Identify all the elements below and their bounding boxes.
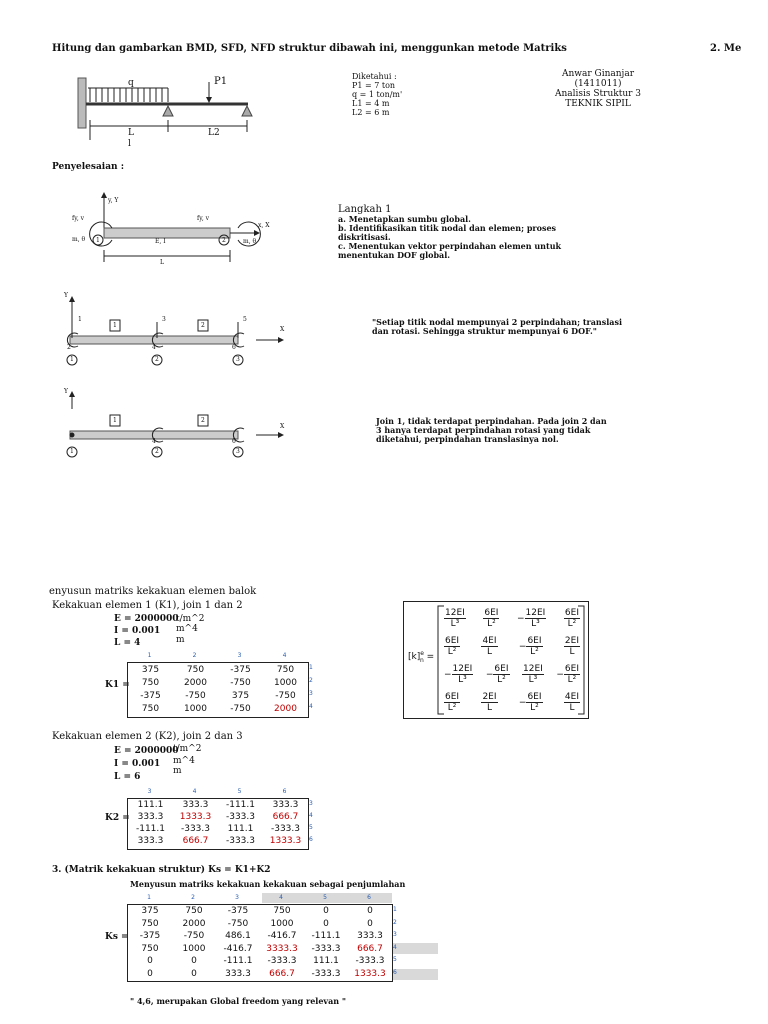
axis-x-label: x, X: [258, 222, 270, 229]
matrix-cell: 333.3: [272, 800, 299, 810]
matrix-cell: 375: [141, 906, 159, 917]
fig2-element-2: 2: [201, 322, 205, 329]
matrix-row: [128, 955, 392, 968]
matrix-row: [128, 823, 308, 835]
matrix-cell: 750: [141, 677, 160, 688]
matrix-row: [128, 799, 308, 811]
matrix-cell: 1000: [274, 677, 297, 688]
matrix-row: [128, 943, 392, 956]
fig2-dof-3: 3: [162, 316, 166, 323]
k1-l: L = 4: [114, 638, 141, 648]
node-1-label: 1: [96, 237, 100, 244]
k1-matrix: [127, 662, 309, 718]
fig2-y: Y: [64, 292, 68, 299]
k2-matrix: [127, 798, 309, 850]
length-label: L: [160, 259, 164, 266]
column-index: 1: [147, 894, 151, 901]
row-index: 1: [309, 664, 313, 671]
matrix-row: [128, 930, 392, 943]
row-index: 4: [309, 703, 313, 710]
k1-l-unit: m: [176, 635, 185, 645]
solution-label: Penyelesaian :: [52, 162, 125, 172]
matrix-cell: -333.3: [225, 812, 255, 822]
column-index: 3: [235, 894, 239, 901]
matrix-cell: -333.3: [180, 824, 210, 834]
matrix-row: [128, 811, 308, 823]
load-q-label: q: [128, 78, 134, 88]
formula-fraction: $\frac{6EI}{\text{L²}}$: [564, 607, 579, 629]
row-index: 1: [393, 906, 397, 913]
langkah-title: Langkah 1: [338, 204, 392, 215]
stiffness-formula-box: [403, 601, 589, 719]
matrix-cell: 750: [185, 906, 203, 917]
fig3-y: Y: [64, 388, 68, 395]
matrix-cell: 666.7: [357, 943, 383, 954]
moment-2-label: m, θ: [243, 238, 257, 245]
matrix-cell: 111.1: [137, 800, 164, 810]
element-figure: [60, 188, 280, 268]
matrix-row: [128, 918, 392, 931]
matrix-cell: -375: [139, 931, 161, 942]
fig2-joint-3: 3: [236, 356, 240, 363]
formula-lhs: $[k]^e_n$ =: [408, 650, 435, 664]
matrix-cell: -750: [185, 690, 206, 701]
matrix-cell: 750: [273, 906, 291, 917]
matrix-cell: 2000: [184, 677, 207, 688]
fig3-element-2: 2: [201, 417, 205, 424]
formula-fraction: $\frac{6EI}{\text{L²}}$: [564, 663, 579, 685]
column-index: 2: [192, 652, 197, 659]
matrix-cell: 2000: [274, 703, 297, 714]
matrix-cell: -750: [230, 703, 251, 714]
matrix-cell: -111.1: [135, 824, 165, 834]
formula-fraction: $\frac{6EI}{\text{L²}}$: [484, 607, 499, 629]
column-index: 4: [279, 894, 283, 901]
matrix-cell: 0: [147, 956, 153, 967]
formula-row: $\frac{6EI}{\text{L²}}$ $\frac{2EI}{L}$ − $\frac{6EI}{\text{L²}}$ $\frac{4EI}{L}$: [445, 691, 579, 713]
fig2-joint-2: 2: [155, 356, 159, 363]
matrix-cell: 1333.3: [354, 968, 386, 979]
column-index: 3: [237, 652, 242, 659]
shade-row-6: [392, 969, 438, 980]
matrix-cell: 111.1: [313, 956, 339, 967]
ei-label: E, I: [155, 238, 166, 245]
row-index: 5: [393, 956, 397, 963]
matrix-cell: 1333.3: [269, 836, 302, 846]
matrix-cell: -375: [140, 690, 161, 701]
formula-fraction: $\frac{6EI}{\text{L²}}$: [527, 691, 542, 713]
fig2-x: X: [280, 326, 285, 333]
fig2-joint-1: 1: [70, 356, 74, 363]
matrix-row: [128, 702, 308, 715]
matrix-cell: -333.3: [355, 956, 385, 967]
section-3-subtitle: Menyusun matriks kekakuan kekakuan sebagai penjumlahan: [130, 879, 406, 889]
fig3-joint-2: 2: [155, 448, 159, 455]
k1-e-unit: t/m^2: [176, 614, 205, 624]
matrix-cell: 375: [141, 664, 160, 675]
formula-fraction: $\frac{12EI}{\text{L³}}$: [523, 663, 543, 685]
matrix-cell: 1000: [184, 703, 207, 714]
formula-fraction: $\frac{6EI}{\text{L²}}$: [445, 635, 460, 657]
matrix-cell: 0: [367, 918, 373, 929]
matrix-cell: 0: [367, 906, 373, 917]
matrix-cell: 333.3: [137, 836, 164, 846]
fig2-dof-1: 1: [78, 316, 82, 323]
k2-l-unit: m: [173, 766, 182, 776]
k2-e: E = 2000000: [114, 746, 179, 756]
fig3-joint-1: 1: [70, 448, 74, 455]
load-p1-label: P1: [214, 76, 228, 87]
length-l1-label: L: [128, 128, 134, 138]
matrix-cell: 750: [186, 664, 205, 675]
matrix-cell: 2000: [182, 918, 206, 929]
matrix-cell: 111.1: [227, 824, 254, 834]
column-index: 6: [367, 894, 371, 901]
formula-fraction: $\frac{12EI}{\text{L³}}$: [525, 607, 546, 629]
matrix-cell: -333.3: [311, 943, 341, 954]
matrix-cell: 333.3: [357, 931, 383, 942]
matrix-cell: -333.3: [225, 836, 255, 846]
matrix-cell: 375: [231, 690, 250, 701]
row-index: 6: [309, 836, 313, 843]
matrix-row: [128, 835, 308, 847]
matrix-cell: 333.3: [182, 800, 209, 810]
force-2-label: fy, v: [197, 215, 210, 222]
given-block: Diketahui : P1 = 7 ton q = 1 ton/m' L1 = 4 m L2 = 6 m: [352, 72, 403, 117]
matrix-cell: -375: [227, 906, 249, 917]
length-l2-label: L2: [208, 128, 220, 138]
row-index: 2: [393, 918, 397, 926]
row-index: 5: [309, 824, 313, 831]
ks-note: " 4,6, merupakan Global freedom yang relevan ": [130, 996, 347, 1006]
joint-figure: [60, 385, 300, 465]
matrix-cell: -750: [230, 677, 251, 688]
matrix-row: [128, 676, 308, 689]
k2-l: L = 6: [114, 772, 141, 782]
k2-title: Kekakuan elemen 2 (K2), join 2 dan 3: [52, 731, 243, 742]
force-1-label: fy, v: [72, 215, 85, 222]
matrix-cell: -375: [230, 664, 251, 675]
ks-matrix: [127, 904, 393, 982]
k2-i-unit: m^4: [173, 756, 195, 766]
fig2-dof-2: 2: [67, 344, 71, 351]
page-title-right: 2. Me: [710, 43, 742, 54]
k1-label: K1 =: [105, 680, 130, 690]
formula-fraction: $\frac{6EI}{\text{L²}}$: [494, 663, 509, 685]
matrix-cell: -416.7: [267, 931, 297, 942]
shade-row-4: [392, 943, 438, 954]
dof-figure: [60, 290, 300, 370]
page-title: Hitung dan gambarkan BMD, SFD, NFD struktur dibawah ini, menggunkan metode Matriks: [52, 43, 567, 54]
row-index: 4: [393, 943, 397, 951]
row-index: 3: [309, 690, 313, 697]
section-2-title: enyusun matriks kekakuan elemen balok: [49, 586, 257, 597]
row-index: 3: [309, 800, 313, 807]
column-index: 1: [147, 652, 152, 659]
formula-fraction: $\frac{6EI}{\text{L²}}$: [445, 691, 460, 713]
matrix-cell: 333.3: [225, 968, 251, 979]
matrix-cell: -750: [275, 690, 296, 701]
fig2-element-1: 1: [113, 322, 117, 329]
matrix-cell: 750: [141, 703, 160, 714]
author-block: Anwar Ginanjar (1411011) Analisis Struktur 3 TEKNIK SIPIL: [554, 69, 642, 109]
matrix-cell: 0: [147, 968, 153, 979]
formula-fraction: $\frac{6EI}{\text{L²}}$: [527, 635, 542, 657]
formula-fraction: $\frac{2EI}{L}$: [564, 635, 579, 657]
matrix-cell: 1000: [182, 943, 206, 954]
matrix-cell: 333.3: [137, 812, 164, 822]
matrix-row: [128, 905, 392, 918]
matrix-cell: 0: [191, 968, 197, 979]
fig3-dof-6: 6: [232, 438, 236, 445]
formula-fraction: $\frac{2EI}{L}$: [482, 691, 497, 713]
matrix-cell: -750: [227, 918, 249, 929]
formula-fraction: $\frac{12EI}{\text{L³}}$: [452, 663, 473, 685]
k2-e-unit: t/m^2: [173, 744, 202, 754]
formula-row: $\frac{12EI}{\text{L³}}$ $\frac{6EI}{\text{L²}}$ − $\frac{12EI}{\text{L³}}$ $\frac{6EI}{\text{L²}}$: [445, 607, 579, 629]
formula-fraction: $\frac{12EI}{\text{L³}}$: [445, 607, 465, 629]
fig3-dof-4: 4: [152, 438, 156, 445]
column-index: 2: [191, 894, 195, 901]
matrix-row: [128, 689, 308, 702]
section-3-title: 3. (Matrik kekakuan struktur) Ks = K1+K2: [52, 865, 271, 875]
k1-i-unit: m^4: [176, 624, 198, 634]
matrix-cell: 750: [141, 918, 159, 929]
matrix-cell: -333.3: [270, 824, 300, 834]
matrix-cell: -111.1: [311, 931, 341, 942]
matrix-cell: 0: [191, 956, 197, 967]
column-index: 6: [282, 788, 287, 795]
matrix-cell: 3333.3: [266, 943, 298, 954]
k1-title: Kekakuan elemen 1 (K1), join 1 dan 2: [52, 600, 243, 611]
ks-label: Ks =: [105, 932, 129, 942]
fig2-dof-6: 6: [232, 344, 236, 351]
formula-fraction: $\frac{4EI}{L}$: [482, 635, 497, 657]
column-index: 5: [323, 894, 327, 901]
matrix-row: [128, 968, 392, 981]
k2-i: I = 0.001: [114, 759, 161, 769]
matrix-cell: -750: [183, 931, 205, 942]
join-note: Join 1, tidak terdapat perpindahan. Pada join 2 dan 3 hanya terdapat perpindahan rotasi yang tidak diketahui, perpindahan translasinya nol.: [376, 416, 607, 444]
column-index: 4: [282, 652, 287, 659]
matrix-cell: 750: [141, 943, 159, 954]
column-index: 4: [192, 788, 197, 795]
formula-row: $\frac{6EI}{\text{L²}}$ $\frac{4EI}{L}$ − $\frac{6EI}{\text{L²}}$ $\frac{2EI}{L}$: [445, 635, 579, 657]
matrix-cell: 750: [276, 664, 295, 675]
row-index: 2: [309, 677, 313, 684]
formula-fraction: $\frac{4EI}{L}$: [564, 691, 579, 713]
length-total-label: l: [128, 139, 131, 149]
dof-note: "Setiap titik nodal mempunyai 2 perpindahan; translasi dan rotasi. Sehingga struktur mempunyai 6 DOF.": [372, 317, 622, 336]
node-2-label: 2: [222, 237, 226, 244]
row-index: 3: [393, 931, 397, 938]
matrix-cell: -111.1: [225, 800, 255, 810]
langkah-steps: a. Menetapkan sumbu global. b. Identifikasikan titik nodal dan elemen; proses diskritisasi. c. Menentukan vektor perpindahan elemen untuk menentukan DOF global.: [338, 214, 562, 260]
formula-row: − $\frac{12EI}{\text{L³}}$ − $\frac{6EI}{\text{L²}}$ $\frac{12EI}{\text{L³}}$ − $\frac{6EI}{\text{L²}}$: [444, 663, 579, 685]
axis-y-label: y, Y: [108, 197, 119, 204]
column-index: 5: [237, 788, 242, 795]
k1-i: I = 0.001: [114, 626, 161, 636]
matrix-cell: 1000: [270, 918, 294, 929]
matrix-cell: 1333.3: [179, 812, 212, 822]
matrix-cell: 666.7: [272, 812, 299, 822]
matrix-cell: 0: [323, 918, 329, 929]
matrix-cell: -333.3: [311, 968, 341, 979]
matrix-cell: 666.7: [269, 968, 295, 979]
matrix-row: [128, 663, 308, 676]
moment-1-label: m, θ: [72, 236, 86, 243]
beam-diagram: [70, 70, 270, 150]
row-index: 4: [309, 812, 313, 819]
fig3-x: X: [280, 423, 285, 430]
matrix-cell: 0: [323, 906, 329, 917]
k1-e: E = 2000000: [114, 614, 179, 624]
fig2-dof-5: 5: [243, 316, 247, 323]
fig2-dof-4: 4: [152, 344, 156, 351]
matrix-cell: -111.1: [223, 956, 253, 967]
matrix-cell: -416.7: [223, 943, 253, 954]
matrix-cell: -333.3: [267, 956, 297, 967]
fig3-element-1: 1: [113, 417, 117, 424]
fig3-joint-3: 3: [236, 448, 240, 455]
column-index: 3: [147, 788, 152, 795]
row-index: 6: [393, 968, 397, 976]
k2-label: K2 =: [105, 813, 130, 823]
matrix-cell: 666.7: [182, 836, 209, 846]
matrix-cell: 486.1: [225, 931, 251, 942]
